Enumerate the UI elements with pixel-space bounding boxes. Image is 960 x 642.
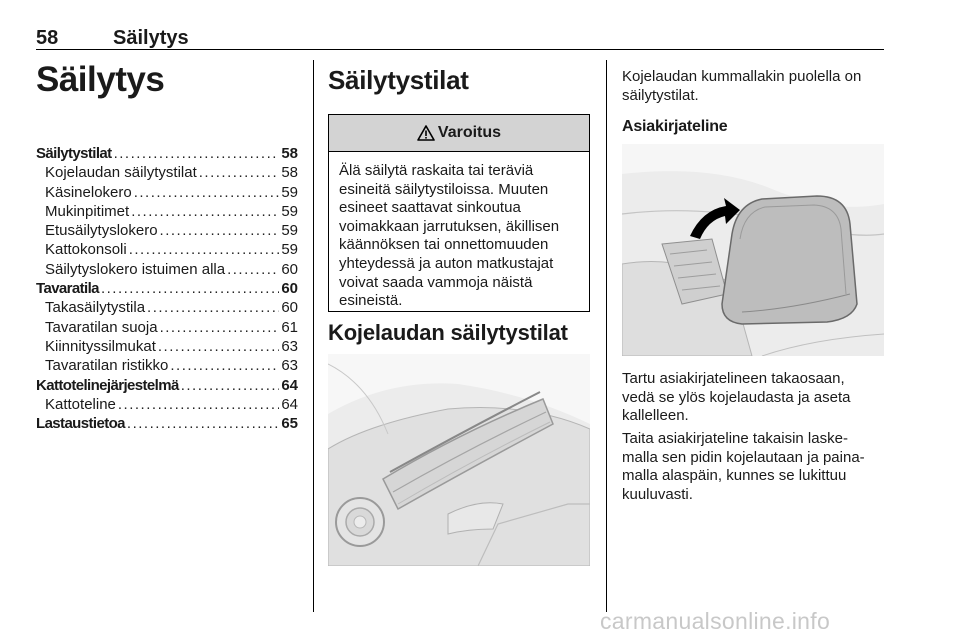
toc-entry-label: Kojelaudan säilytystilat <box>45 164 197 182</box>
toc-entry-page: 65 <box>281 415 298 433</box>
table-of-contents <box>36 144 298 433</box>
instruction-line: kuuluvasti. <box>622 485 693 503</box>
toc-entry-label: Käsinelokero <box>45 183 132 201</box>
toc-entry[interactable] <box>36 337 298 356</box>
instruction-paragraph-2 <box>622 430 890 504</box>
warning-line: käännöksen tai onnettomuuden <box>339 236 549 254</box>
intro-line: Kojelaudan kummallakin puolella on <box>622 68 862 85</box>
instruction-paragraph-1 <box>622 370 890 426</box>
header-rule <box>36 49 884 50</box>
toc-entry[interactable] <box>36 356 298 375</box>
toc-leader-dots <box>127 414 279 433</box>
toc-leader-dots <box>227 260 279 279</box>
running-header-title: Säilytys <box>113 27 189 49</box>
toc-entry[interactable] <box>36 395 298 414</box>
toc-entry-page: 59 <box>281 183 298 201</box>
warning-title: Varoitus <box>437 124 502 141</box>
toc-leader-dots <box>160 221 280 240</box>
warning-line: voimakkaan jarrutuksen, äkillisen <box>339 217 560 235</box>
toc-entry-label: Kattoteline <box>45 395 116 413</box>
toc-entry[interactable] <box>36 318 298 337</box>
toc-entry-page: 58 <box>281 145 298 162</box>
chapter-title: Säilytys <box>36 60 165 99</box>
instruction-line: Taita asiakirjateline takaisin laske- <box>622 430 848 447</box>
toc-entry-label: Kiinnityssilmukat <box>45 337 156 355</box>
toc-entry-label: Etusäilytyslokero <box>45 222 158 240</box>
toc-leader-dots <box>114 144 280 163</box>
toc-entry-label: Säilytyslokero istuimen alla <box>45 260 226 278</box>
toc-entry-label: Säilytystilat <box>36 145 112 162</box>
toc-leader-dots <box>101 279 279 298</box>
toc-entry-label: Tavaratilan suoja <box>45 318 158 336</box>
toc-leader-dots <box>131 202 279 221</box>
warning-line: yhteydessä ja auton matkustajat <box>339 254 554 272</box>
warning-line: voivat saada vammoja näistä <box>339 273 533 291</box>
toc-leader-dots <box>129 240 280 259</box>
toc-entry-page: 60 <box>281 299 298 317</box>
toc-entry[interactable] <box>36 240 298 259</box>
toc-entry-page: 63 <box>281 357 298 375</box>
toc-entry-page: 60 <box>281 280 298 298</box>
page-number: 58 <box>36 27 59 49</box>
toc-entry-label: Tavaratilan ristikko <box>45 357 169 375</box>
toc-entry-label: Mukinpitimet <box>45 202 130 220</box>
instruction-line: malla alaspäin, kunnes se lukittuu <box>622 467 847 485</box>
dashboard-storage-illustration <box>328 354 590 566</box>
toc-entry[interactable] <box>36 376 298 395</box>
toc-entry-label: Takasäilytystila <box>45 299 146 317</box>
warning-header <box>329 115 589 152</box>
warning-line: Älä säilytä raskaita tai teräviä <box>339 162 534 179</box>
toc-leader-dots <box>118 395 279 414</box>
instruction-line: Tartu asiakirjatelineen takaosaan, <box>622 370 845 387</box>
toc-entry-page: 59 <box>281 222 298 240</box>
warning-line: esineet saattavat sinkoutua <box>339 199 521 217</box>
document-holder-illustration <box>622 144 884 356</box>
toc-leader-dots <box>158 337 279 356</box>
toc-entry[interactable] <box>36 260 298 279</box>
toc-entry-page: 59 <box>281 202 298 220</box>
toc-leader-dots <box>181 376 280 395</box>
instruction-line: kallelleen. <box>622 407 689 425</box>
column-divider-left <box>313 60 314 612</box>
warning-text <box>329 152 589 311</box>
toc-entry-page: 64 <box>281 395 298 413</box>
toc-entry[interactable] <box>36 298 298 317</box>
instruction-line: malla sen pidin kojelautaan ja paina- <box>622 448 865 466</box>
toc-entry[interactable] <box>36 183 298 202</box>
toc-entry-label: Kattotelinejärjestelmä <box>36 376 179 394</box>
document-holder-heading: Asiakirjateline <box>622 118 728 135</box>
intro-line: säilytystilat. <box>622 86 699 104</box>
subsection-title: Kojelaudan säilytystilat <box>328 320 568 345</box>
toc-entry[interactable] <box>36 202 298 221</box>
toc-entry-page: 60 <box>281 260 298 278</box>
toc-entry[interactable] <box>36 144 298 163</box>
warning-line: esineistä. <box>339 292 403 310</box>
toc-entry-page: 58 <box>281 164 298 182</box>
toc-entry[interactable] <box>36 163 298 182</box>
column-divider-right <box>606 60 607 612</box>
toc-leader-dots <box>160 318 280 337</box>
section-title: Säilytystilat <box>328 65 469 95</box>
watermark: carmanualsonline.info <box>600 608 831 634</box>
toc-entry-label: Lastaustietoa <box>36 415 125 433</box>
toc-leader-dots <box>199 163 280 182</box>
instruction-line: vedä se ylös kojelaudasta ja aseta <box>622 388 851 406</box>
toc-entry-page: 59 <box>281 241 298 259</box>
warning-triangle-icon <box>417 125 435 141</box>
warning-box <box>328 114 590 312</box>
toc-entry[interactable] <box>36 279 298 298</box>
toc-entry[interactable] <box>36 221 298 240</box>
toc-entry-page: 61 <box>281 318 298 336</box>
toc-entry-label: Tavaratila <box>36 280 99 298</box>
toc-entry-label: Kattokonsoli <box>45 241 127 259</box>
intro-paragraph <box>622 68 890 105</box>
warning-line: esineitä säilytystiloissa. Muuten <box>339 180 549 198</box>
toc-leader-dots <box>134 183 280 202</box>
toc-entry-page: 64 <box>281 376 298 394</box>
toc-leader-dots <box>147 298 279 317</box>
toc-leader-dots <box>170 356 279 375</box>
toc-entry[interactable] <box>36 414 298 433</box>
toc-entry-page: 63 <box>281 337 298 355</box>
